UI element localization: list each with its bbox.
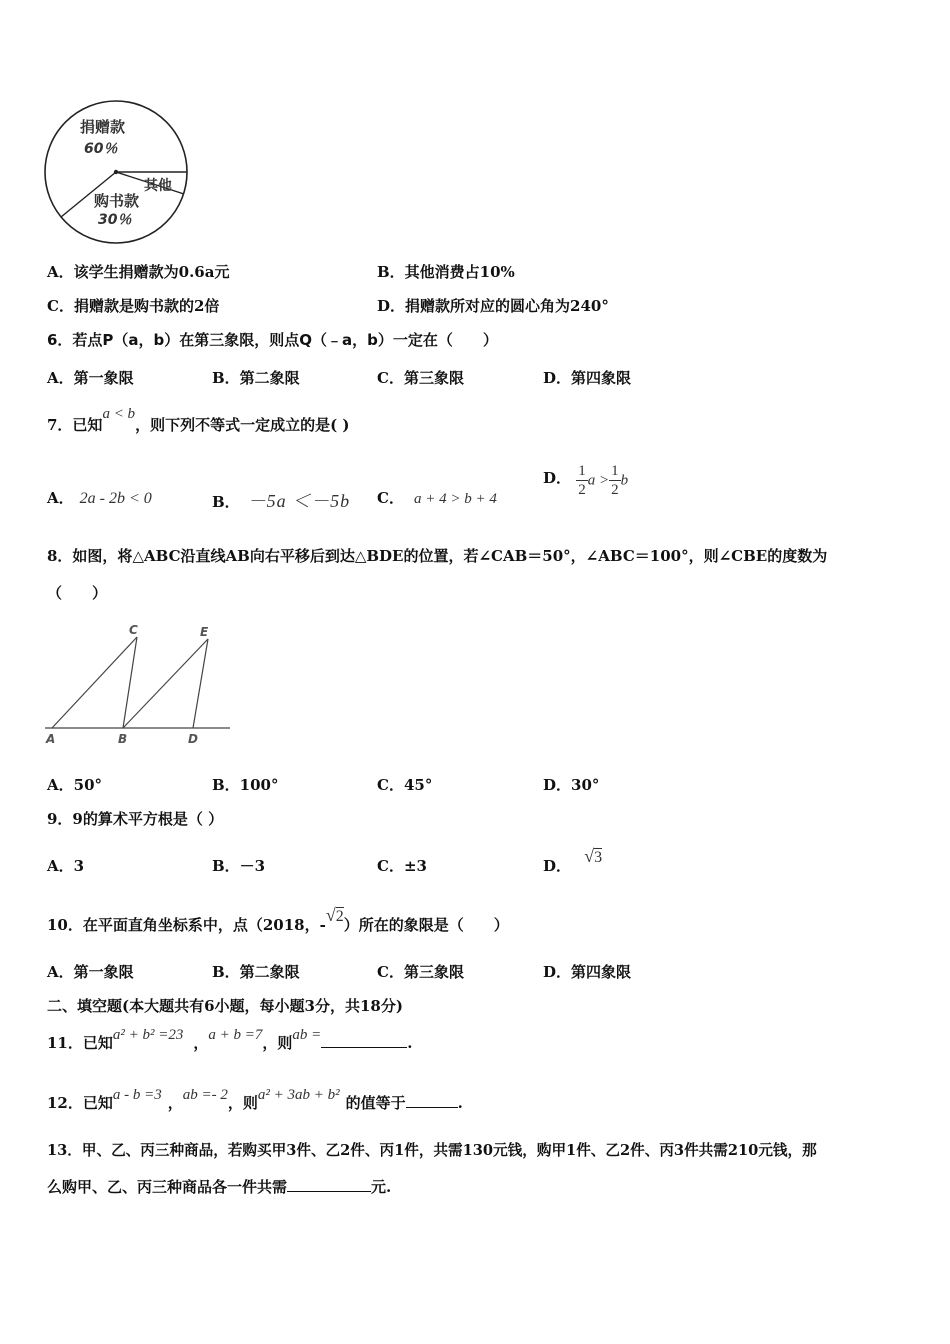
- q11-eq1: a² + b² =23: [112, 1027, 184, 1043]
- point-c-label: C: [129, 623, 138, 637]
- q7-condition: a < b: [102, 406, 136, 422]
- q11-answer-blank[interactable]: [321, 1033, 407, 1048]
- q8-paren: （ ）: [47, 584, 108, 602]
- pie-pct-donation: 60％: [84, 141, 118, 157]
- q8-stem: 8．如图，将△ABC沿直线AB向右平移后到达△BDE的位置，若∠CAB＝50°，∠ABC＝100°，则∠CBE的度数为: [47, 547, 828, 565]
- q10-stem-post: ）所在的象限是（ ）: [343, 916, 509, 934]
- q6-stem: 6．若点P（a，b）在第三象限，则点Q（﹣a，b）一定在（ ）: [47, 331, 498, 349]
- q13-line2: [47, 1176, 391, 1197]
- q11-eq2: a + b =7: [208, 1027, 263, 1043]
- q6-option-c: C．第三象限: [377, 369, 464, 387]
- q12-eq1: a - b =3: [112, 1087, 162, 1103]
- q11-stem: [47, 1027, 413, 1053]
- q12-stem: [47, 1087, 463, 1113]
- q13-line1: 13．甲、乙、丙三种商品，若购买甲3件、乙2件、丙1件，共需130元钱，购甲1件、乙2件、丙3件共需210元钱，那: [47, 1142, 817, 1159]
- q13-answer-blank[interactable]: [287, 1177, 371, 1192]
- q7-option-a-expr: 2a - 2b < 0: [79, 490, 152, 507]
- q9-option-d-sqrt: [584, 846, 603, 866]
- q5-option-c: C．捐赠款是购书款的2倍: [47, 297, 220, 315]
- q8-option-a: A．50°: [47, 776, 103, 794]
- q10-option-d: D．第四象限: [543, 963, 632, 981]
- q9-option-d: [543, 846, 603, 876]
- q12-pre: 12．已知: [47, 1094, 113, 1112]
- q12-eq2: ab =- 2: [182, 1087, 228, 1103]
- q7-option-d-frac2: $\frac{1}{2}$: [611, 463, 619, 498]
- q7-option-c-expr: a + 4 > b + 4: [413, 491, 497, 507]
- q12-comma: ，: [167, 1094, 183, 1112]
- q8-option-b: B．100°: [212, 776, 279, 794]
- q12-post: 的值等于: [345, 1094, 406, 1112]
- q10-option-b: B．第二象限: [212, 963, 300, 981]
- point-a-label: A: [46, 732, 56, 746]
- q7-option-b-expr: －5a ＜－5b: [247, 491, 351, 511]
- q8-option-c: C．45°: [377, 776, 433, 794]
- segment-ac: [52, 637, 137, 728]
- q10-radicand: 2: [335, 908, 344, 925]
- q7-option-d-mid: a >: [587, 472, 610, 489]
- q7-option-a: [47, 487, 152, 508]
- q11-end: .: [407, 1034, 413, 1052]
- q7-option-d-end: b: [620, 472, 629, 489]
- q11-comma: ，: [193, 1034, 209, 1052]
- pie-chart-figure: [40, 96, 192, 248]
- q10-option-a: A．第一象限: [47, 963, 134, 981]
- q9-option-d-label: D．: [543, 857, 572, 875]
- q10-option-c: C．第三象限: [377, 963, 464, 981]
- q13-line2-post: 元.: [371, 1178, 392, 1196]
- q12-end: .: [457, 1094, 463, 1112]
- q7-stem-pre: 7．已知: [47, 416, 103, 434]
- q7-option-b: [212, 487, 350, 513]
- point-d-label: D: [188, 732, 198, 746]
- q7-option-a-label: A．: [47, 489, 74, 507]
- pie-label-other: 其他: [144, 178, 172, 194]
- pie-center-dot: [114, 170, 118, 174]
- q9-stem: 9．9的算术平方根是（ ）: [47, 810, 224, 828]
- q6-option-a: A．第一象限: [47, 369, 134, 387]
- q9-option-d-radicand: 3: [594, 849, 603, 866]
- q7-option-c: [377, 487, 497, 508]
- q7-option-c-label: C．: [377, 489, 404, 507]
- q6-option-d: D．第四象限: [543, 369, 632, 387]
- sqrt-sign: √: [584, 846, 595, 866]
- q7-option-b-label: B．: [212, 493, 240, 511]
- q8-translation-figure: [40, 620, 235, 750]
- q12-eq3: a² + 3ab + b²: [257, 1087, 340, 1103]
- q8-option-d: D．30°: [543, 776, 600, 794]
- q9-option-a: A．3: [47, 857, 85, 875]
- q7-option-d-label: D．: [543, 468, 572, 487]
- q11-eq3: ab =: [292, 1027, 322, 1043]
- q5-option-a: A．该学生捐赠款为0.6a元: [47, 263, 230, 281]
- q10-sqrt: [325, 905, 344, 925]
- q11-pre: 11．已知: [47, 1034, 113, 1052]
- q10-stem-pre: 10．在平面直角坐标系中，点（2018，-: [47, 916, 326, 934]
- pie-pct-books: 30％: [98, 212, 132, 228]
- q9-option-b: B．－3: [212, 857, 266, 875]
- q5-option-d: D．捐赠款所对应的圆心角为240°: [377, 297, 609, 315]
- section-2-heading: 二、填空题(本大题共有6小题，每小题3分，共18分): [47, 997, 403, 1015]
- pie-label-books: 购书款: [94, 192, 140, 210]
- q7-stem: [47, 406, 350, 435]
- q7-option-d-frac1: $\frac{1}{2}$: [578, 463, 586, 498]
- q11-mid: ，则: [262, 1034, 293, 1052]
- segment-cb: [123, 637, 137, 728]
- q10-stem: [47, 905, 509, 935]
- q7-stem-post: ，则下列不等式一定成立的是( ): [135, 416, 350, 434]
- point-e-label: E: [200, 625, 209, 639]
- sqrt-sign: √: [325, 905, 336, 925]
- q6-option-b: B．第二象限: [212, 369, 300, 387]
- q12-mid: ，则: [227, 1094, 258, 1112]
- q7-option-d: [543, 462, 628, 499]
- q12-answer-blank[interactable]: [406, 1093, 458, 1108]
- q13-line2-pre: 么购甲、乙、丙三种商品各一件共需: [47, 1178, 288, 1196]
- q9-option-c: C．±3: [377, 857, 427, 875]
- point-b-label: B: [118, 732, 128, 746]
- pie-label-donation: 捐赠款: [80, 118, 126, 136]
- q5-option-b: B．其他消费占10%: [377, 263, 515, 281]
